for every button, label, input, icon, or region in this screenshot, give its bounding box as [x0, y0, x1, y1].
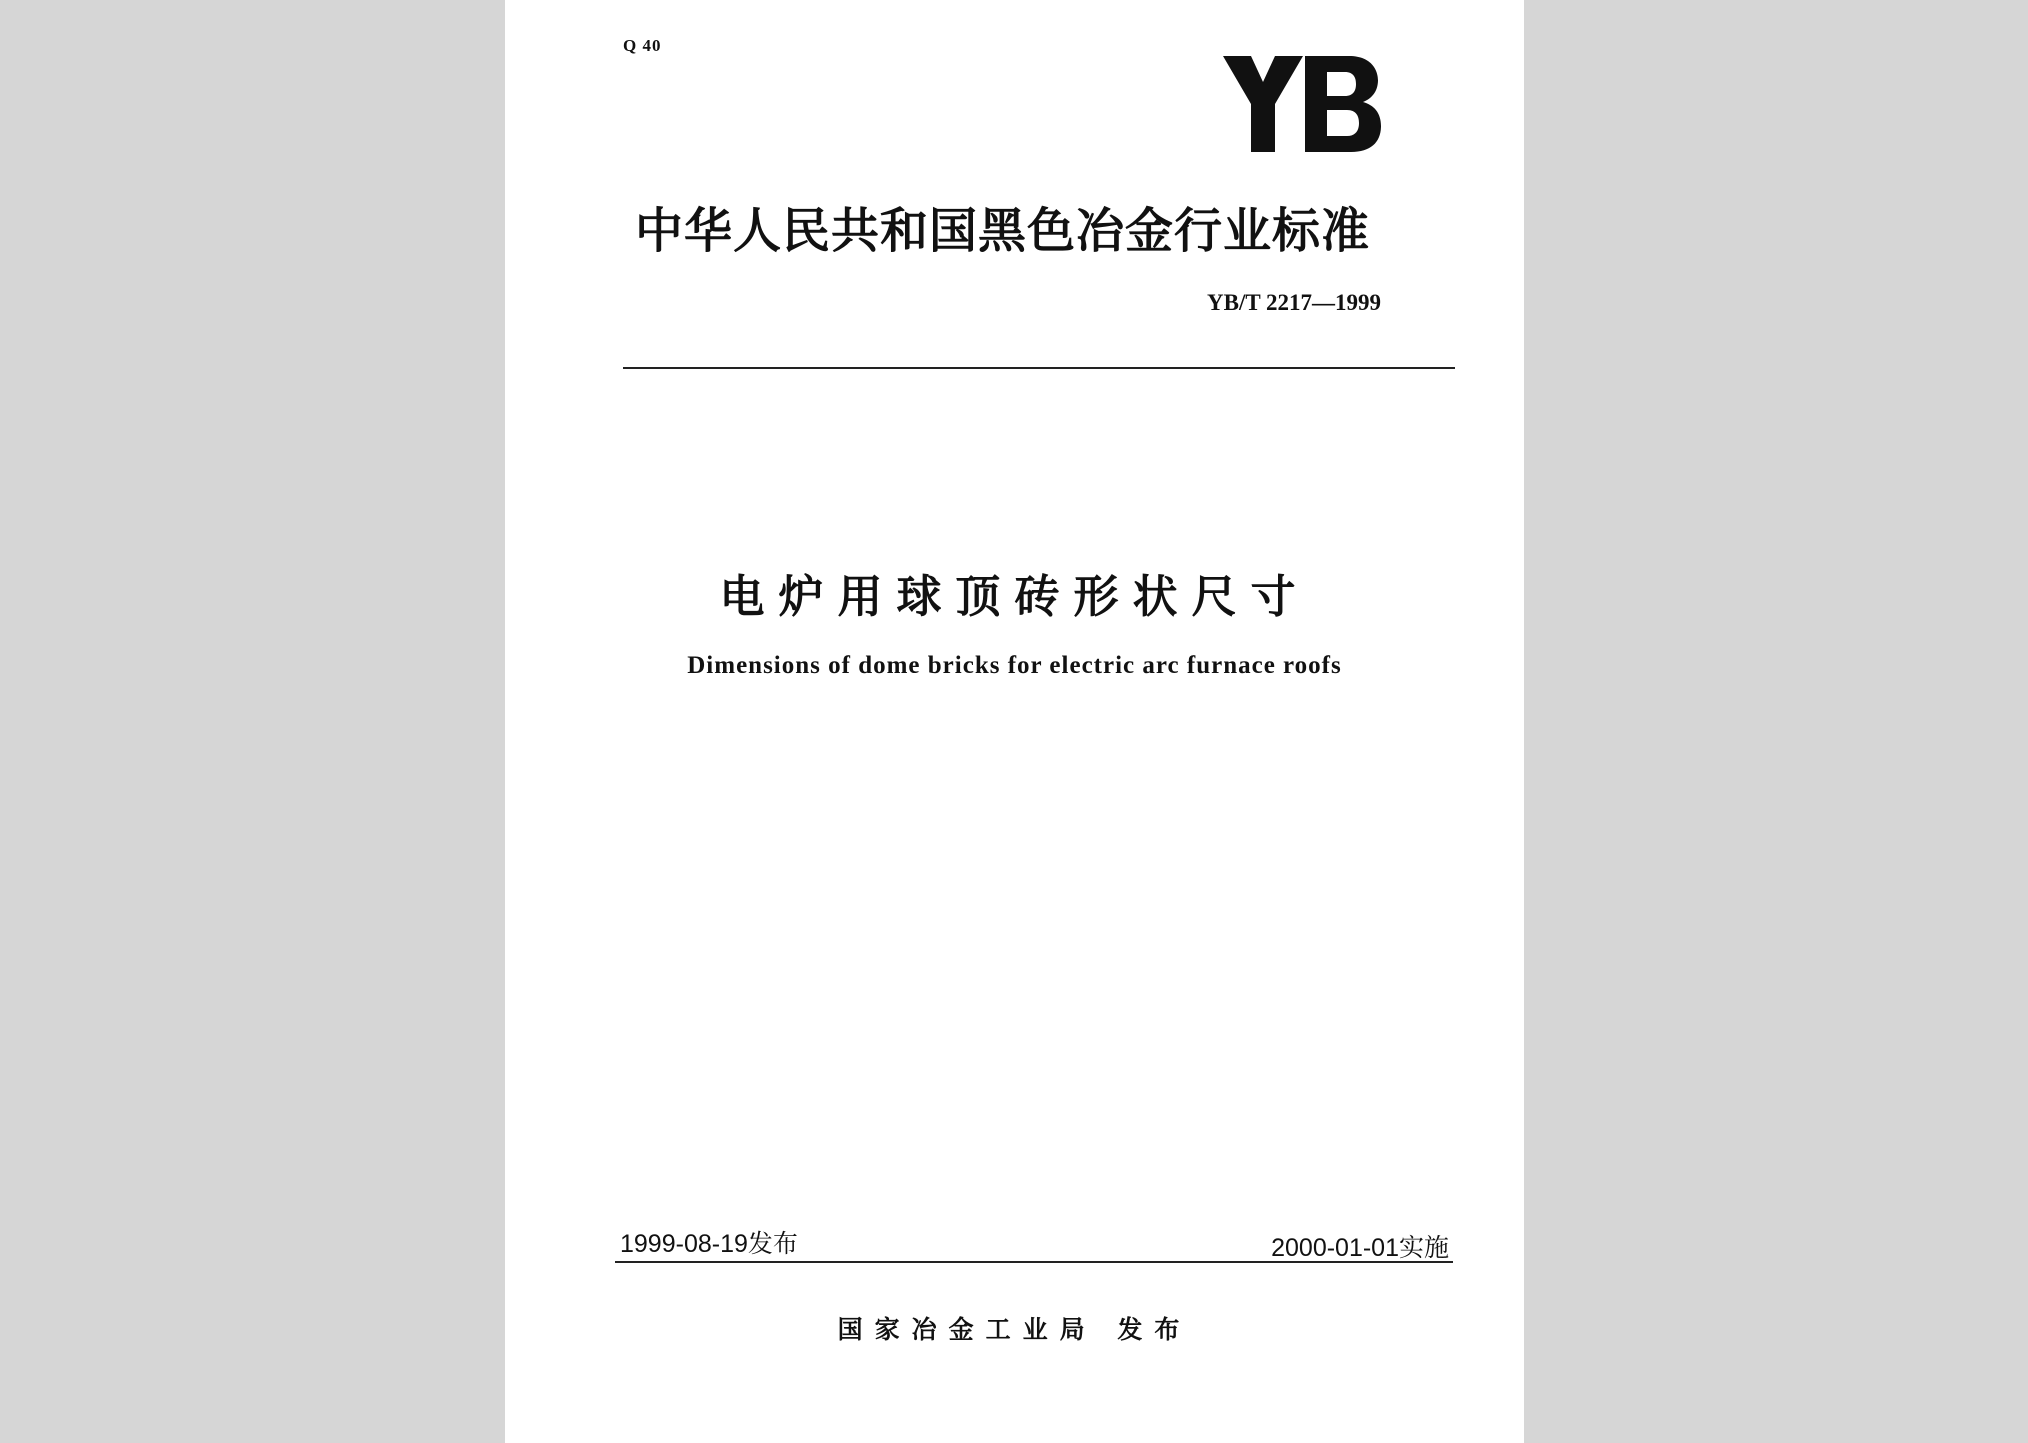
- footer-divider: [615, 1261, 1453, 1263]
- effective-date: 2000-01-01实施: [1271, 1234, 1449, 1262]
- org-title: 中华人民共和国黑色冶金行业标准: [635, 203, 1371, 259]
- classification-code: Q 40: [623, 36, 662, 55]
- header-divider: [623, 367, 1455, 369]
- document-page: [505, 0, 1524, 1443]
- issue-date: 1999-08-19发布: [620, 1230, 798, 1258]
- document-title-english: Dimensions of dome bricks for electric arc furnace roofs: [687, 652, 1342, 679]
- standard-number: YB/T 2217—1999: [1207, 290, 1382, 315]
- document-title-chinese: 电炉用球顶砖形状尺寸: [719, 570, 1310, 623]
- publisher: 国家冶金工业局 发布: [837, 1315, 1192, 1344]
